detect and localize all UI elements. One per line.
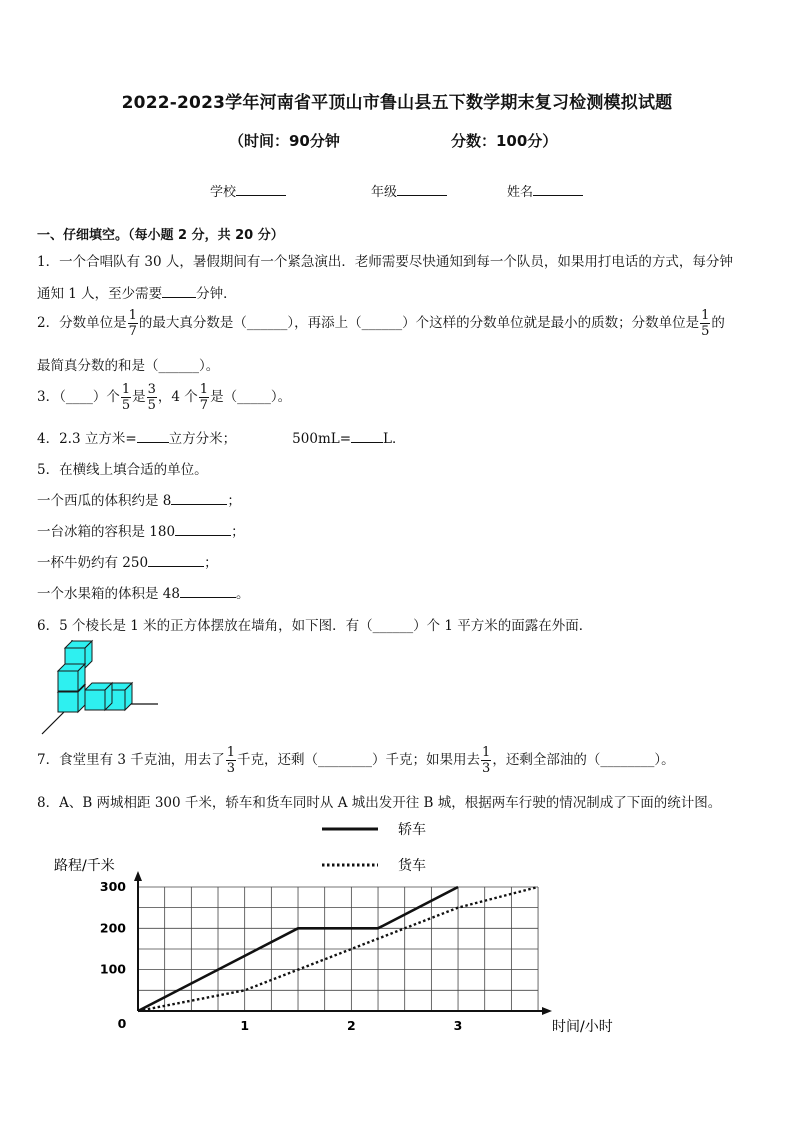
q5-blank [180, 583, 236, 598]
y-tick-label: 300 [99, 879, 126, 894]
school-label: 学校 [210, 185, 237, 200]
q5-item [37, 551, 218, 571]
legend-label: 轿车 [398, 822, 426, 838]
q1-blank [162, 283, 196, 298]
school-field [210, 181, 286, 200]
q5-item-end: ； [204, 555, 218, 571]
x-tick-label: 1 [240, 1018, 250, 1033]
y-axis-label: 路程/千米 [54, 858, 115, 874]
q5-item-end: 。 [235, 586, 250, 602]
name-blank [533, 181, 583, 196]
q2-line1 [37, 308, 725, 339]
q2-text: 的 [711, 315, 725, 331]
q3-text: 是 [132, 389, 146, 405]
origin-label: 0 [117, 1016, 127, 1031]
q3-text: 是（_____）。 [210, 389, 292, 405]
q2-line2: 最简真分数的和是（______）。 [37, 358, 220, 374]
fraction: $\frac{1}{5}$ [121, 382, 131, 413]
fraction: $\frac{1}{5}$ [701, 308, 710, 339]
x-axis-label: 时间/小时 [552, 1019, 613, 1035]
q4-text: L． [383, 431, 406, 447]
q3-line [37, 382, 291, 413]
q5-title: 5．在横线上填合适的单位。 [37, 462, 208, 478]
q5-item [37, 520, 245, 540]
name-field [507, 181, 583, 200]
grade-blank [397, 181, 447, 196]
section-heading: 一、仔细填空。（每小题 2 分，共 20 分） [37, 228, 284, 243]
cube-front [85, 690, 105, 710]
y-axis-arrow [134, 871, 142, 881]
q4-blank [137, 428, 169, 443]
cube-front [58, 692, 78, 712]
q5-item [37, 489, 241, 509]
q1-line2 [37, 282, 237, 302]
q5-item [37, 582, 249, 602]
q4-text: 立方分米； [168, 431, 237, 447]
q4-blank [351, 428, 383, 443]
q5-blank [175, 521, 231, 536]
y-tick-label: 100 [99, 961, 126, 977]
x-tick-label: 2 [346, 1018, 356, 1033]
fraction: $\frac{1}{3}$ [482, 745, 491, 776]
x-tick-label: 3 [453, 1018, 463, 1033]
q2-text: 2．分数单位是 [37, 315, 127, 331]
cube-front [58, 671, 78, 691]
q5-item-text: 一个西瓜的体积约是 8 [37, 493, 172, 509]
x-axis-arrow [542, 1007, 552, 1015]
fraction: $\frac{3}{5}$ [147, 382, 156, 413]
q8-text: 8．A、B 两城相距 300 千米，轿车和货车同时从 A 城出发开往 B 城，根据两车行驶的情况制成了下面的统计图。 [37, 795, 722, 811]
q3-text: 3．（____）个 [37, 389, 120, 405]
q7-text: 7．食堂里有 3 千克油，用去了 [37, 752, 225, 768]
q5-item-text: 一台冰箱的容积是 180 [37, 524, 176, 540]
name-label: 姓名 [507, 185, 534, 200]
q1-text-end: 分钟． [196, 286, 237, 302]
q4-text: 4．2.3 立方米= [37, 431, 137, 447]
exam-score: 分数：100分） [451, 132, 558, 150]
q5-item-end: ； [227, 493, 241, 509]
q4-text: 500mL= [292, 431, 352, 447]
q3-text: ，4 个 [157, 389, 198, 405]
q5-item-end: ； [231, 524, 245, 540]
fraction: $\frac{1}{3}$ [226, 745, 236, 776]
fraction: $\frac{1}{7}$ [199, 382, 209, 413]
q1-text: 通知 1 人，至少需要 [37, 286, 163, 302]
q5-blank [171, 490, 227, 505]
q1-line1: 1．一个合唱队有 30 人，暑假期间有一个紧急演出．老师需要尽快通知到每一个队员，如果用打电话的方式，每分钟 [37, 254, 733, 270]
school-blank [236, 181, 286, 196]
q5-item-text: 一个水果箱的体积是 48 [37, 586, 180, 602]
q7-text: 千克，还剩（________）千克；如果用去 [237, 752, 481, 768]
q4-line [37, 427, 406, 447]
line-chart [40, 815, 613, 1045]
legend-label: 货车 [398, 858, 426, 874]
y-tick-label: 200 [99, 920, 126, 936]
cube-group [58, 641, 132, 712]
q5-blank [148, 552, 204, 567]
grade-field [371, 181, 447, 200]
page-title: 2022-2023学年河南省平顶山市鲁山县五下数学期末复习检测模拟试题 [121, 93, 673, 113]
exam-time: （时间：90分钟 [229, 132, 340, 150]
cube-corner-figure [36, 636, 166, 740]
grade-label: 年级 [371, 185, 398, 200]
q7-line [37, 745, 675, 776]
q7-text: ，还剩全部油的（________）。 [492, 752, 675, 768]
q2-text: 的最大真分数是（______），再添上（______）个这样的分数单位就是最小的质数；分数单位是 [138, 315, 700, 331]
q6-text: 6．5 个棱长是 1 米的正方体摆放在墙角，如下图．有（______）个 1 平方米的面露在外面． [37, 618, 593, 634]
fraction: $\frac{1}{7}$ [128, 308, 137, 339]
q5-item-text: 一杯牛奶约有 250 [37, 555, 149, 571]
